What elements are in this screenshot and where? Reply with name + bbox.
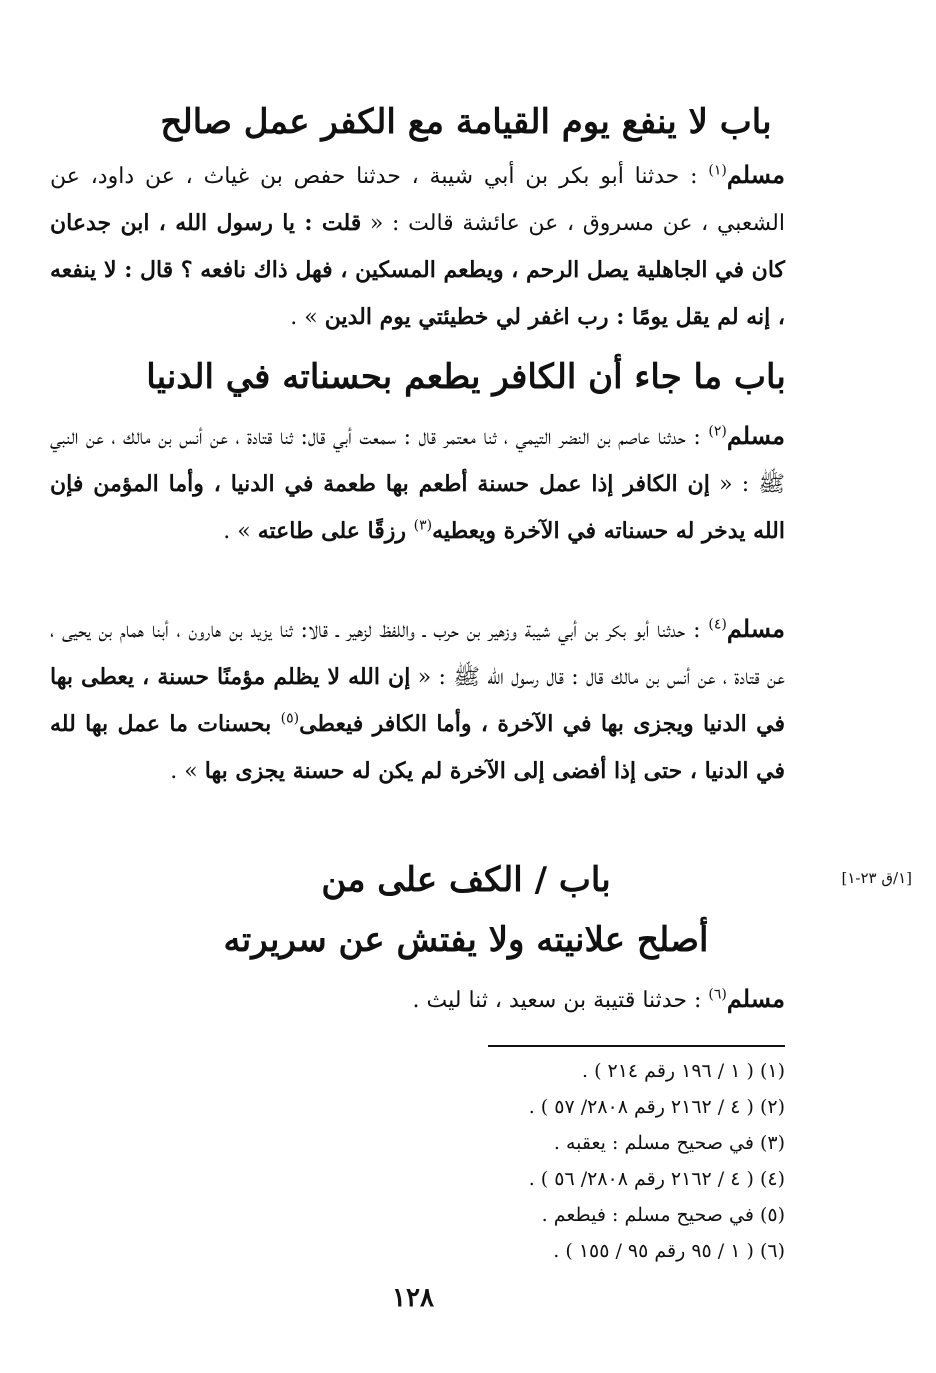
footnote-4: (٤) ( ٤ / ٢١٦٢ رقم ٢٨٠٨/ ٥٦ ) . — [528, 1168, 785, 1190]
matn-text: إن الكافر إذا عمل حسنة أطعم بها طعمة في الدنيا ، وأما المؤمن فإن الله يدخر له حسناته في الآخرة ويعطيه — [50, 471, 785, 544]
matn-text: قلت : يا رسول الله ، ابن جدعان كان في الجاهلية يصل الرحم ، ويطعم المسكين ، فهل ذاك نافعه ؟ قال : لا ينفعه ، إنه لم يقل يومًا : رب اغفر لي خطيئتي يوم الدين — [50, 210, 785, 330]
footnote-mark: (١) — [708, 162, 727, 179]
footnote-mark: (٢) — [708, 423, 727, 440]
section2-hadith-1 — [50, 413, 785, 555]
footnote-mark: (٥) — [280, 710, 300, 727]
matn-text: إن الله لا يظلم مؤمنًا حسنة ، يعطى بها في الدنيا ويجزى بها في الآخرة ، وأما الكافر فيعطى — [50, 664, 785, 737]
section3-title-line1: باب / الكف على من — [321, 860, 611, 900]
source-label: مسلم — [726, 984, 785, 1013]
footnote-6: (٦) ( ١ / ٩٥ رقم ٩٥ / ١٥٥ ) . — [553, 1240, 785, 1262]
footnotes — [430, 1053, 785, 1269]
footnote-5: (٥) في صحيح مسلم : فيطعم . — [541, 1204, 785, 1226]
section2-title: باب ما جاء أن الكافر يطعم بحسناته في الدنيا — [146, 357, 786, 397]
section1-hadith — [50, 152, 785, 341]
section1-title: باب لا ينفع يوم القيامة مع الكفر عمل صالح — [160, 102, 772, 142]
page-number: ١٢٨ — [392, 1283, 434, 1313]
footnote-mark: (٣) — [413, 517, 433, 534]
isnad-text: : حدثنا أبو بكر بن أبي شيبة ، حدثنا حفص بن غياث ، عن داود، عن الشعبي ، عن مسروق ، عن عائشة قالت : « — [50, 164, 785, 236]
section3-hadith — [50, 976, 785, 1024]
matn-text: بحسنات ما عمل بها لله في الدنيا ، حتى إذا أفضى إلى الآخرة لم يكن له حسنة يجزى بها — [50, 711, 785, 784]
section3-title-line2: أصلح علانيته ولا يفتش عن سريرته — [223, 920, 709, 960]
closing-text: » . — [170, 759, 205, 784]
isnad-text: : حدثنا قتيبة بن سعيد ، ثنا ليث . — [412, 988, 709, 1013]
source-label: مسلم — [726, 421, 785, 450]
matn-text: رزقًا على طاعته — [257, 518, 414, 544]
footnote-1: (١) ( ١ / ١٩٦ رقم ٢١٤ ) . — [581, 1060, 785, 1082]
footnote-3: (٣) في صحيح مسلم : يعقبه . — [553, 1132, 785, 1154]
source-label: مسلم — [726, 614, 785, 643]
closing-text: » . — [290, 305, 325, 330]
footnote-mark: (٤) — [708, 616, 727, 633]
source-label: مسلم — [726, 160, 785, 189]
section2-hadith-2 — [50, 606, 785, 795]
manuscript-folio-note: [١/ق ٢٣-١] — [841, 869, 912, 887]
footnote-2: (٢) ( ٤ / ٢١٦٢ رقم ٢٨٠٨/ ٥٧ ) . — [528, 1096, 785, 1118]
isnad-text: : حدثنا عاصم بن النضر التيمي ، ثنا معتمر قال : سمعت أبي قال: ثنا قتادة ، عن أنس بن مالك ، عن النبي ﷺ : « — [50, 425, 785, 497]
isnad-text: : حدثنا أبو بكر بن أبي شيبة وزهير بن حرب ـ واللفظ لزهير ـ قالا: ثنا يزيد بن هارون ، أبنا همام بن يحيى ، عن قتادة ، عن أنس بن مالك قال : قال رسول الله ﷺ : « — [50, 618, 785, 690]
footnote-separator — [488, 1045, 785, 1047]
closing-text: » . — [223, 519, 258, 544]
footnote-mark: (٦) — [708, 986, 727, 1003]
